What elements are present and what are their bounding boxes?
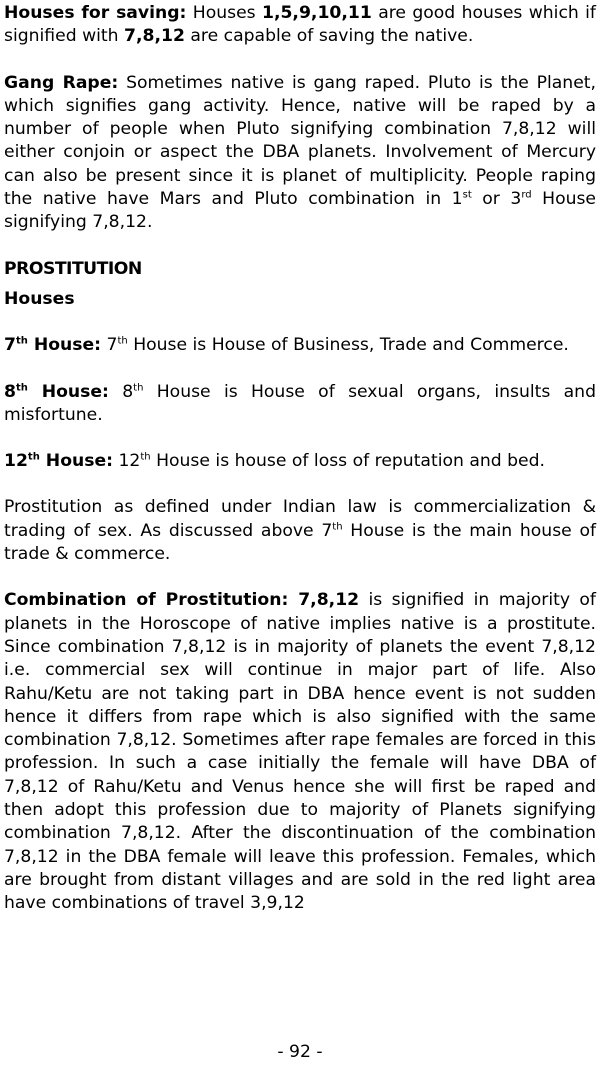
eighth-house-paragraph (4, 381, 596, 428)
houses-for-saving-label: Houses for saving: (4, 3, 187, 23)
combination-label: Combination of Prostitution: 7,8,12 (4, 590, 360, 611)
houses-subheading: Houses (4, 288, 75, 309)
seventh-house-label: 7th House: (4, 335, 102, 356)
paragraph-text: are good houses which if signified with (4, 3, 596, 47)
ordinal-suffix: th (117, 335, 128, 347)
paragraph-text: or 3 (471, 189, 522, 210)
paragraph-text: 12 (113, 451, 141, 472)
paragraph-text: House is the main house of trade & commerce. (4, 520, 597, 565)
paragraph-text: House signifying 7,8,12. (4, 189, 597, 233)
paragraph-text: Sometimes native is gang raped. Pluto is the Planet, which signifies gang activity. Hence, native will be raped by a number of people when Pluto signifying combination 7,8,12 will either conjoin or aspect the DBA planets. Involvement of Mercury can also be present since it is planet of multiplicity. People raping the native have Mars and Pluto combination in 1 (4, 72, 596, 210)
ordinal-suffix: st (462, 189, 472, 201)
page-number: - 92 - (277, 1042, 323, 1062)
houses-for-saving-paragraph (4, 2, 596, 49)
indian-law-paragraph (4, 496, 596, 566)
twelfth-house-paragraph (4, 450, 596, 473)
twelfth-house-label: 12th House: (4, 451, 114, 472)
paragraph-text: House is house of loss of reputation and bed. (150, 451, 546, 472)
ordinal-suffix: th (332, 521, 343, 533)
houses-numbers: 1,5,9,10,11 (261, 3, 372, 23)
paragraph-text: House is House of Business, Trade and Commerce. (127, 335, 569, 356)
eighth-house-label: 8th House: (4, 381, 109, 402)
ordinal-suffix: th (140, 451, 151, 463)
gang-rape-paragraph (4, 72, 596, 235)
ordinal-suffix: th (133, 381, 144, 393)
prostitution-heading: PROSTITUTION (4, 258, 142, 279)
seventh-house-paragraph (4, 334, 596, 357)
paragraph-text: Houses (186, 3, 262, 23)
paragraph-text: 8 (108, 381, 134, 402)
gang-rape-label: Gang Rape: (4, 72, 119, 93)
paragraph-text: are capable of saving the native. (184, 26, 474, 47)
paragraph-text: House is House of sexual organs, insults and misfortune. (4, 381, 596, 425)
paragraph-text: 7 (101, 335, 118, 356)
combination-paragraph (4, 589, 596, 915)
ordinal-suffix: rd (521, 189, 532, 201)
paragraph-text: Prostitution as defined under Indian law is commercialization & trading of sex. As discussed above 7 (4, 497, 596, 541)
paragraph-text: is signified in majority of planets in the Horoscope of native implies native is a prostitute. Since combination 7,8,12 is in majority of planets the event 7,8,12 i.e. commercial sex will continue in major part of life. Also Rahu/Ketu are not taking part in DBA hence event is not sudden hence it differs from rape which is also signified with the same combination 7,8,12. Sometimes after rape females are forced in this profession. In such a case initially the female will have DBA of 7,8,12 of Rahu/Ketu and Venus hence she will first be raped and then adopt this profession due to majority of Planets signifying combination 7,8,12. After the discontinuation of the combination 7,8,12 in the DBA female will leave this profession. Females, which are brought from distant villages and are sold in the red light area have combinations of travel 3,9,12 (4, 590, 596, 914)
combination-numbers: 7,8,12 (124, 26, 185, 47)
